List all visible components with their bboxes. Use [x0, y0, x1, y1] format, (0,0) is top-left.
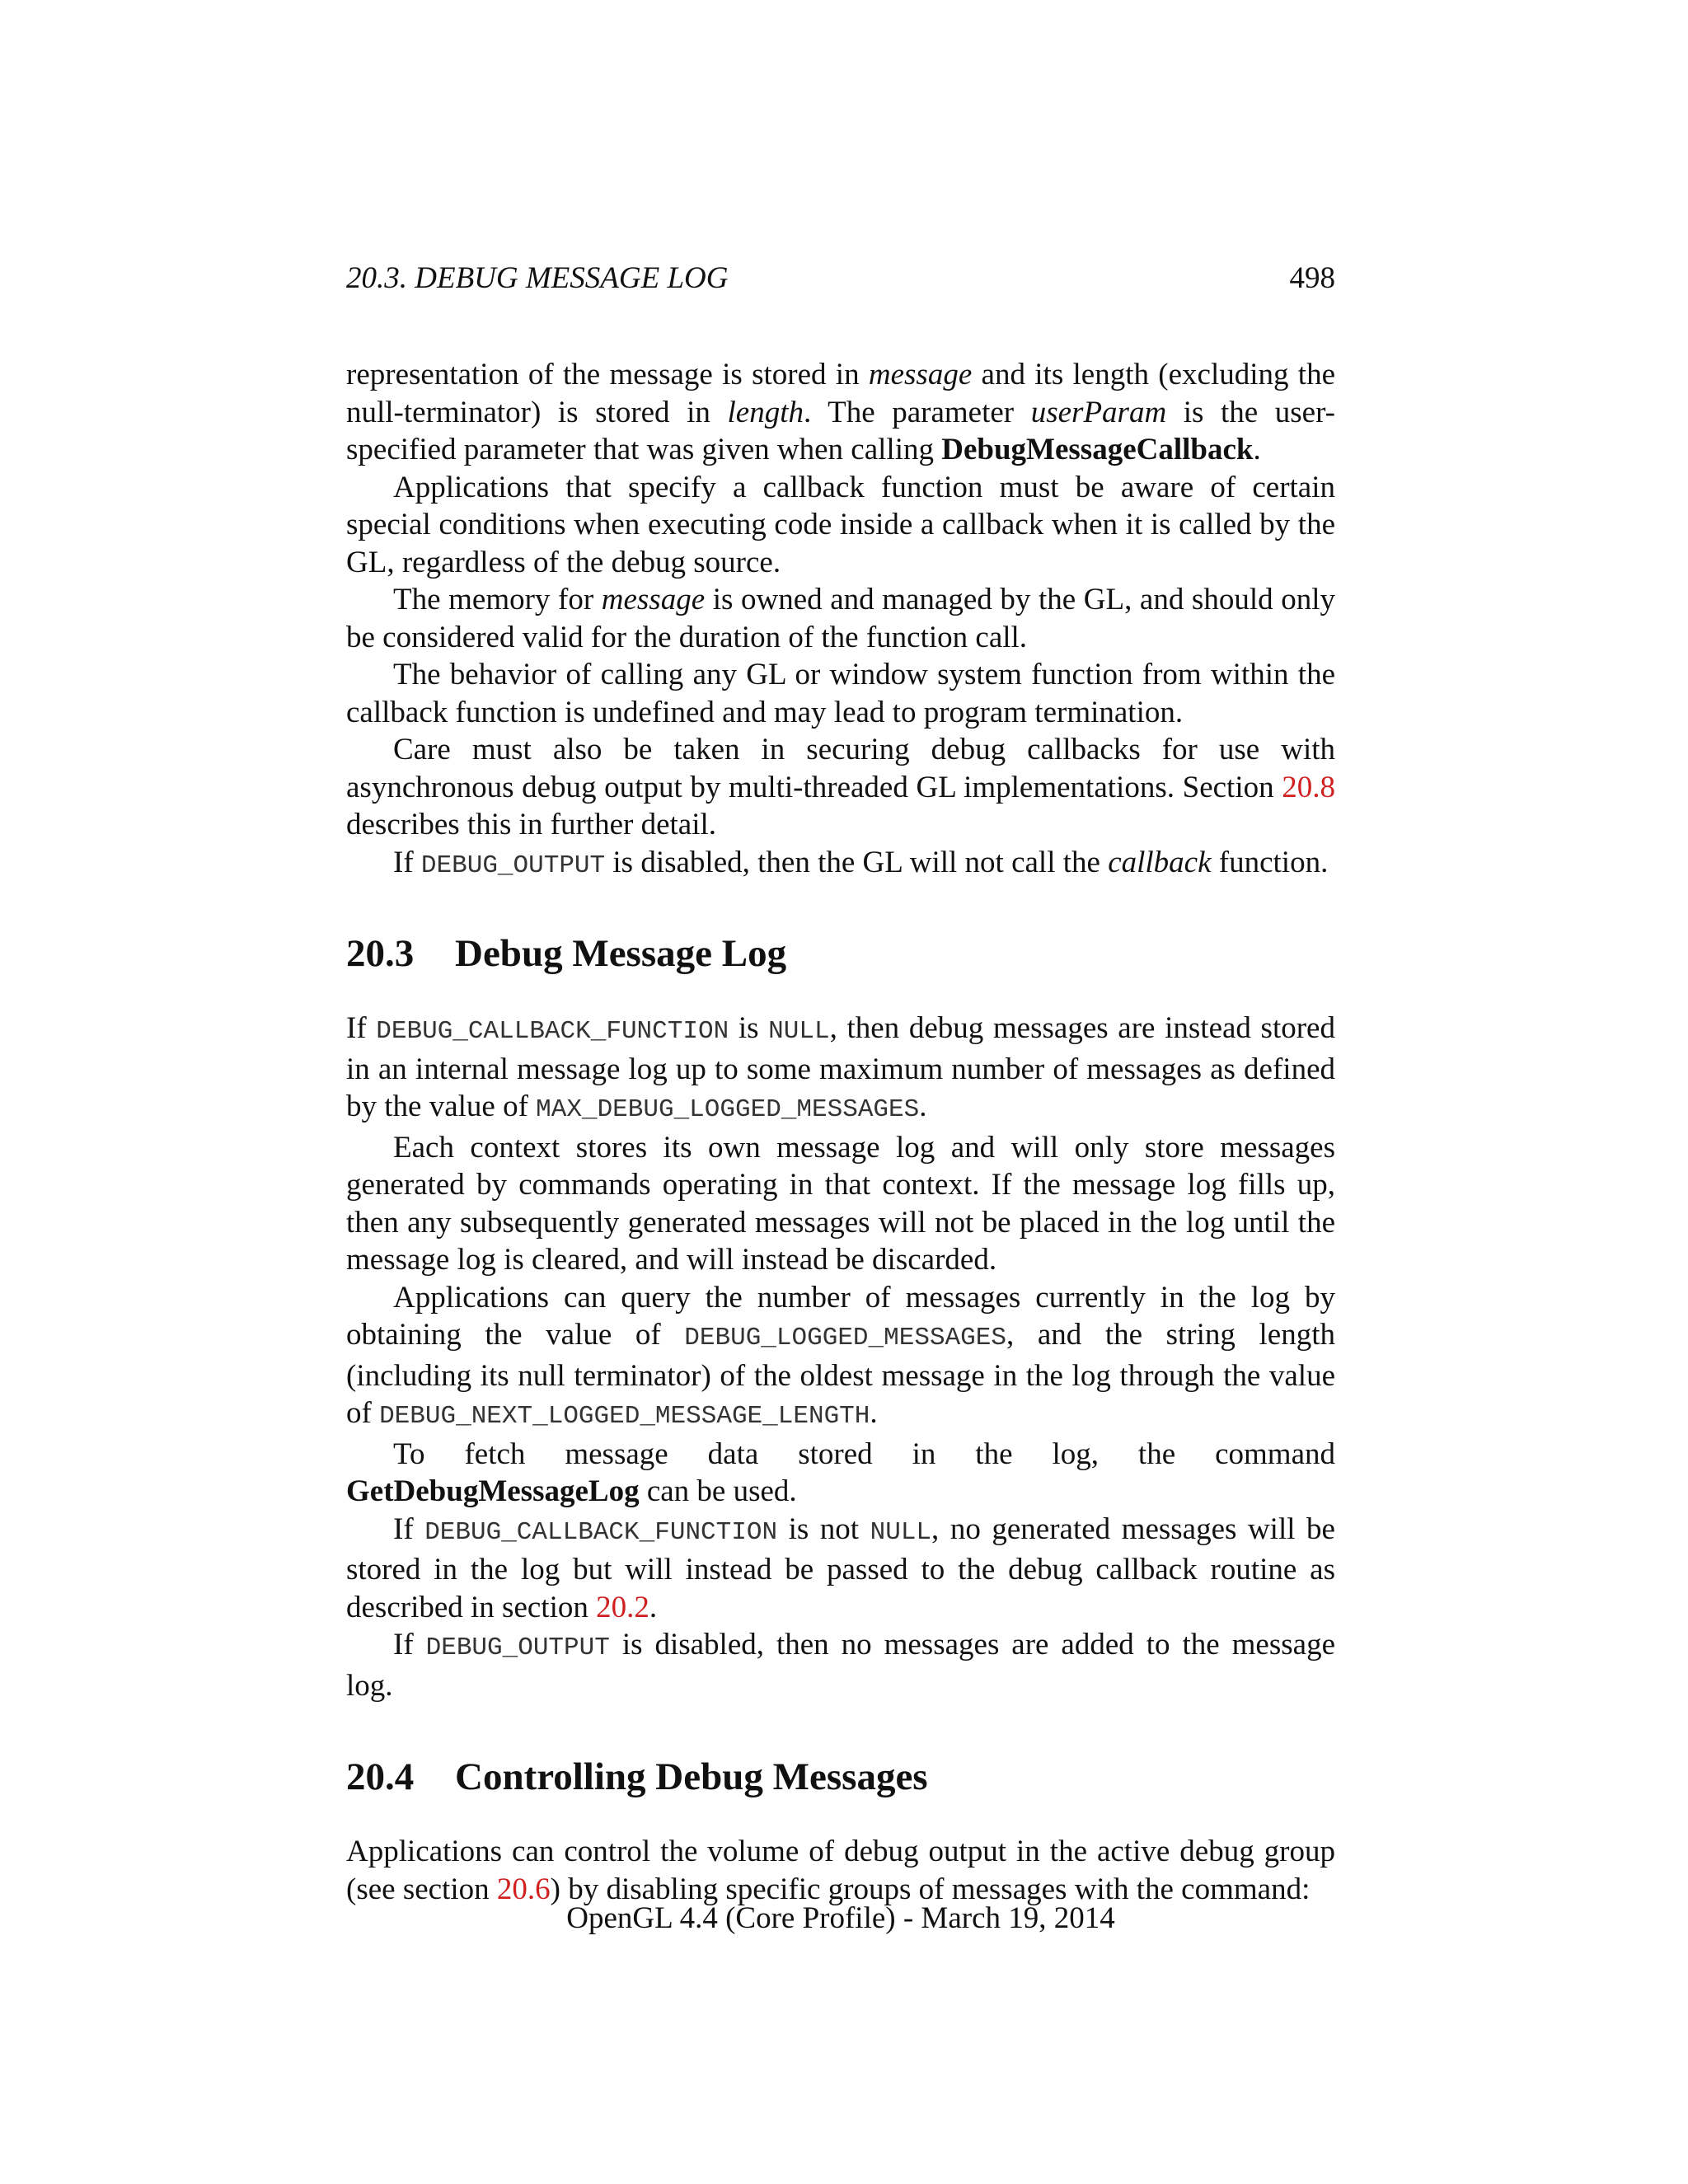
code-null: NULL: [870, 1517, 932, 1547]
paragraph-output-disabled-log: [346, 1626, 1335, 1704]
text-span: describes this in further detail.: [346, 808, 717, 841]
code-debug-callback-function: DEBUG_CALLBACK_FUNCTION: [424, 1517, 778, 1547]
section-title: Controlling Debug Messages: [455, 1755, 928, 1798]
text-span: Applications can query the number of messages currently in the log by obtaining the value of: [346, 1280, 1335, 1352]
text-span: If: [393, 1628, 426, 1661]
code-max-debug-logged-messages: MAX_DEBUG_LOGGED_MESSAGES: [536, 1095, 920, 1124]
section-number: 20.4: [346, 1755, 415, 1798]
text-span: is disabled, then the GL will not call the: [605, 845, 1109, 879]
text-span: Care must also be taken in securing debug callbacks for use with asynchronous debug output by multi-threaded GL implementations. Section: [346, 733, 1335, 804]
paragraph-special-conditions: Applications that specify a callback function must be aware of certain special conditions when executing code inside a callback when it is called by the GL, regardless of the debug source.: [346, 470, 1335, 579]
document-page: [346, 0, 1335, 2184]
paragraph-async: [346, 731, 1335, 844]
body-text: [346, 356, 1335, 1908]
section-title: Debug Message Log: [455, 932, 787, 975]
text-span: ) by disabling specific groups of messages with the command:: [550, 1872, 1311, 1906]
param-callback: callback: [1108, 845, 1212, 879]
text-span: and its length (excluding the null-terminator) is stored in: [346, 358, 1335, 429]
text-span: If: [393, 1511, 425, 1546]
section-heading-20-4: [346, 1754, 1335, 1800]
paragraph-debug-output-disabled: [346, 844, 1335, 885]
section-link-20-2[interactable]: 20.2: [596, 1590, 649, 1624]
param-userparam: userParam: [1030, 395, 1167, 429]
text-span: If: [393, 845, 421, 879]
paragraph-context-log: Each context stores its own message log and will only store messages generated by commands operating in that context. If the message log fills up, then any subsequently generated messages will not be placed in the log until the message log is cleared, and will instead be discarded.: [346, 1130, 1335, 1277]
code-debug-callback-function: DEBUG_CALLBACK_FUNCTION: [376, 1017, 729, 1046]
text-span: can be used.: [639, 1474, 797, 1508]
running-header: [346, 260, 1335, 297]
text-span: is not: [777, 1511, 870, 1546]
text-span: is: [729, 1011, 769, 1045]
text-span: . The parameter: [803, 395, 1031, 429]
section-link-20-8[interactable]: 20.8: [1282, 770, 1335, 804]
text-span: is the user-specified parameter that was given when calling: [346, 395, 1336, 466]
code-debug-next-logged-message-length: DEBUG_NEXT_LOGGED_MESSAGE_LENGTH: [379, 1402, 870, 1431]
text-span: The memory for: [393, 583, 602, 616]
text-span: is owned and managed by the GL, and should only be considered valid for the duration of the function call.: [346, 583, 1335, 654]
text-span: function.: [1211, 845, 1329, 879]
paragraph-memory: [346, 581, 1335, 656]
text-span: , and the string length (including its null terminator) of the oldest message in the log through the value of: [346, 1318, 1335, 1430]
paragraph-callback-not-null: [346, 1511, 1335, 1627]
code-debug-output: DEBUG_OUTPUT: [420, 851, 606, 880]
text-span: is disabled, then no messages are added to the message log.: [346, 1628, 1335, 1703]
text-span: To fetch message data stored in the log, the command: [393, 1436, 1335, 1471]
section-heading-20-3: [346, 930, 1335, 977]
paragraph-query-count: [346, 1279, 1335, 1436]
paragraph-fetch: [346, 1436, 1335, 1511]
param-message: message: [601, 583, 706, 616]
text-span: .: [919, 1090, 927, 1123]
paragraph-log-intro: [346, 1010, 1335, 1129]
page-number: 498: [1289, 261, 1335, 295]
text-span: .: [649, 1590, 658, 1624]
code-debug-logged-messages: DEBUG_LOGGED_MESSAGES: [684, 1324, 1006, 1352]
param-message: message: [868, 358, 973, 391]
paragraph-callback-params: [346, 356, 1335, 469]
running-header-title: 20.3. DEBUG MESSAGE LOG: [346, 261, 729, 295]
code-null: NULL: [768, 1017, 830, 1046]
section-link-20-6[interactable]: 20.6: [496, 1872, 551, 1906]
paragraph-control-volume: [346, 1833, 1335, 1908]
text-span: Applications can control the volume of debug output in the active debug group (see section: [346, 1835, 1335, 1906]
command-getdebugmessagelog: GetDebugMessageLog: [346, 1474, 640, 1508]
page-footer: OpenGL 4.4 (Core Profile) - March 19, 2014: [566, 1901, 1115, 1935]
param-length: length: [727, 395, 804, 429]
section-number: 20.3: [346, 932, 415, 975]
text-span: , no generated messages will be stored in the log but will instead be passed to the debug callback routine as described in section: [346, 1511, 1335, 1624]
code-debug-output: DEBUG_OUTPUT: [425, 1633, 610, 1662]
text-span: representation of the message is stored in: [346, 358, 869, 391]
paragraph-behavior: The behavior of calling any GL or window system function from within the callback function is undefined and may lead to program termination.: [346, 658, 1335, 729]
command-debugmessagecallback: DebugMessageCallback: [941, 433, 1254, 466]
text-span: .: [870, 1396, 878, 1430]
text-span: , then debug messages are instead stored in an internal message log up to some maximum number of messages as defined by the value of: [346, 1011, 1335, 1123]
text-span: .: [1253, 433, 1261, 466]
text-span: If: [346, 1011, 377, 1045]
